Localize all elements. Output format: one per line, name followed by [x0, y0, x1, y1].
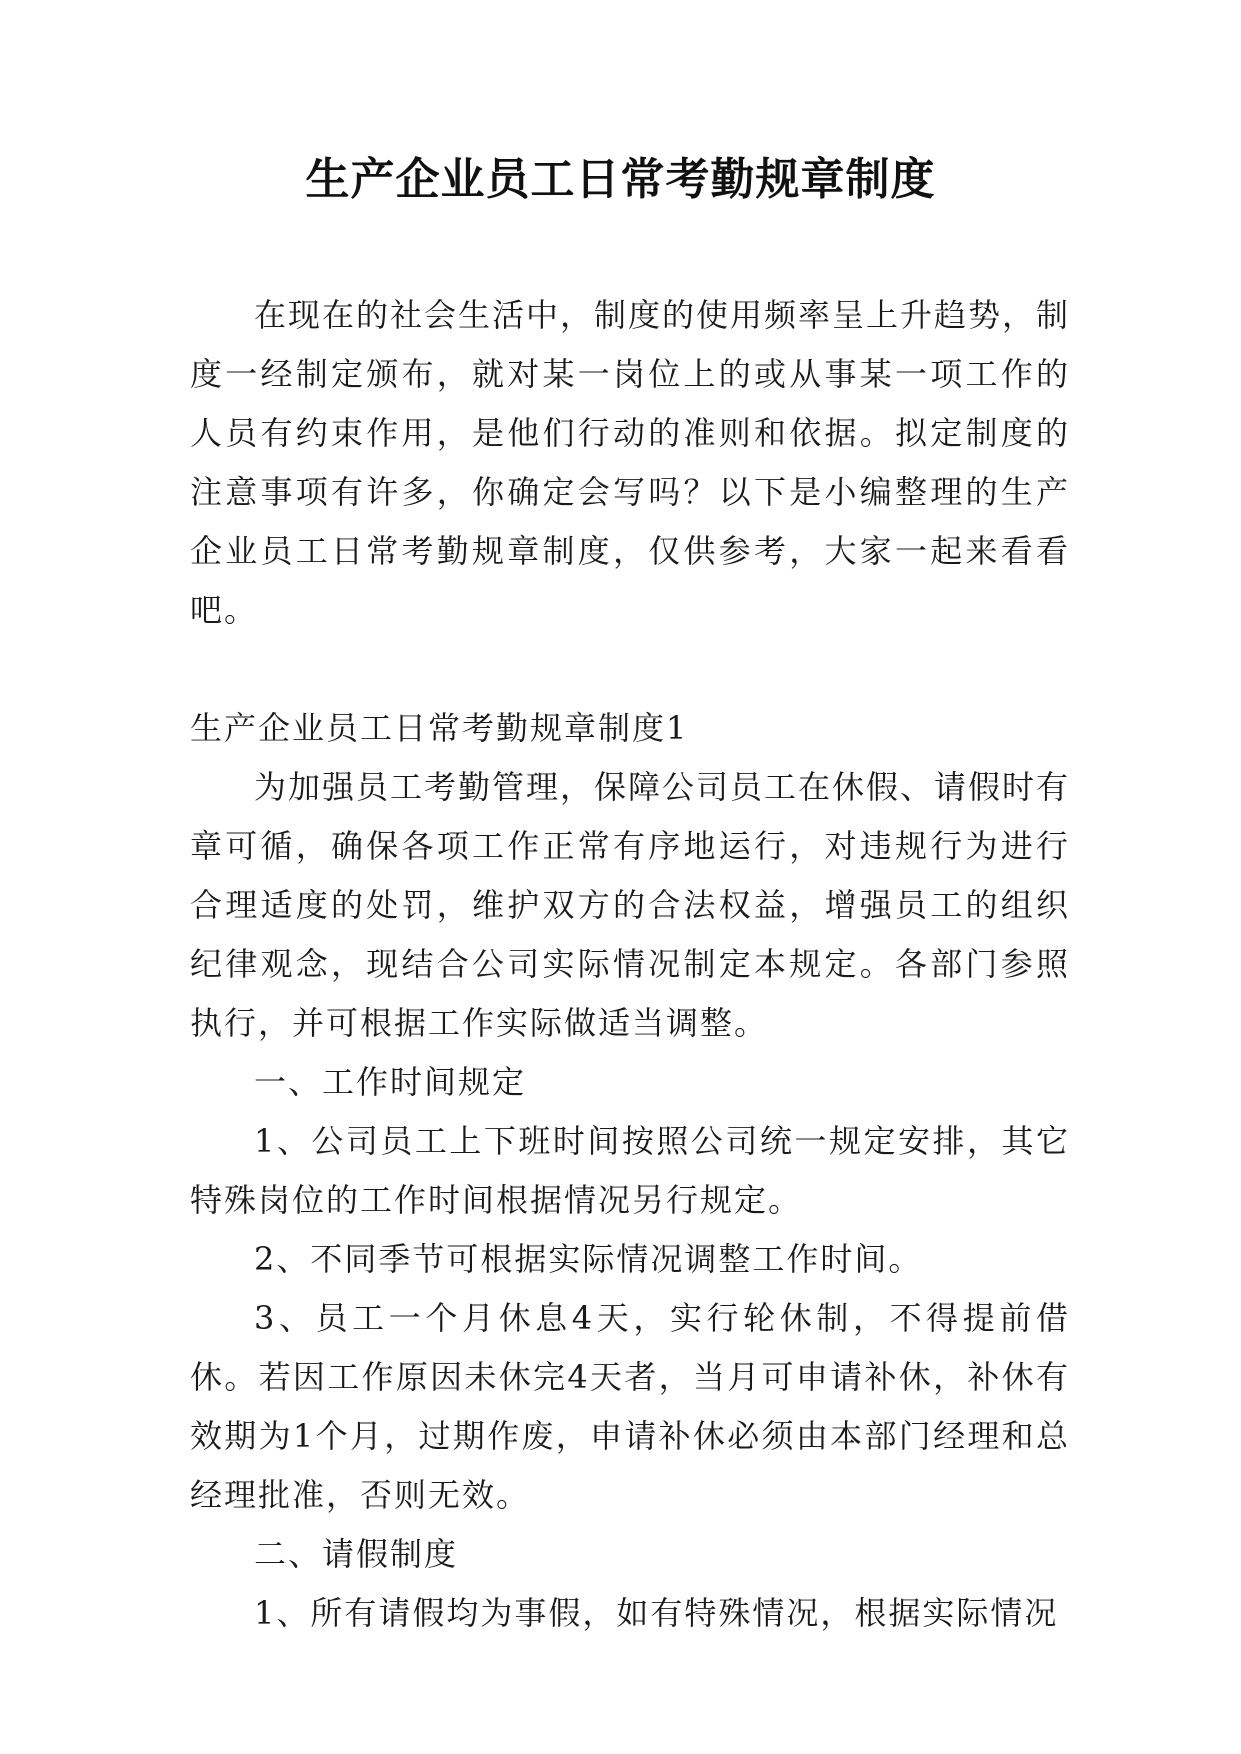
paragraph-gap	[190, 640, 1070, 699]
body-paragraph-work-time-3: 3、员工一个月休息4天，实行轮休制，不得提前借休。若因工作原因未休完4天者，当月可申请补休，补休有效期为1个月，过期作废，申请补休必须由本部门经理和总经理批准，否则无效。	[190, 1299, 1070, 1514]
heading-leave-policy: 二、请假制度	[254, 1535, 459, 1573]
document-title: 生产企业员工日常考勤规章制度	[305, 154, 936, 205]
body-paragraph-work-time-1: 1、公司员工上下班时间按照公司统一规定安排，其它特殊岗位的工作时间根据情况另行规定。	[190, 1122, 1070, 1219]
section-title: 生产企业员工日常考勤规章制度1	[190, 709, 689, 747]
body-paragraph-work-time-2: 2、不同季节可根据实际情况调整工作时间。	[254, 1240, 923, 1278]
body-paragraph-leave-1: 1、所有请假均为事假，如有特殊情况，根据实际情况	[254, 1594, 1059, 1632]
intro-paragraph: 在现在的社会生活中，制度的使用频率呈上升趋势，制度一经制定颁布，就对某一岗位上的或从事某一项工作的人员有约束作用，是他们行动的准则和依据。拟定制度的注意事项有许多，你确定会写吗？以下是小编整理的生产企业员工日常考勤规章制度，仅供参考，大家一起来看看吧。	[190, 296, 1071, 629]
body-paragraph-purpose: 为加强员工考勤管理，保障公司员工在休假、请假时有章可循，确保各项工作正常有序地运行，对违规行为进行合理适度的处罚，维护双方的合法权益，增强员工的组织纪律观念，现结合公司实际情况制定本规定。各部门参照执行，并可根据工作实际做适当调整。	[190, 768, 1071, 1042]
heading-work-time: 一、工作时间规定	[254, 1063, 527, 1101]
document-body	[190, 286, 1070, 1643]
